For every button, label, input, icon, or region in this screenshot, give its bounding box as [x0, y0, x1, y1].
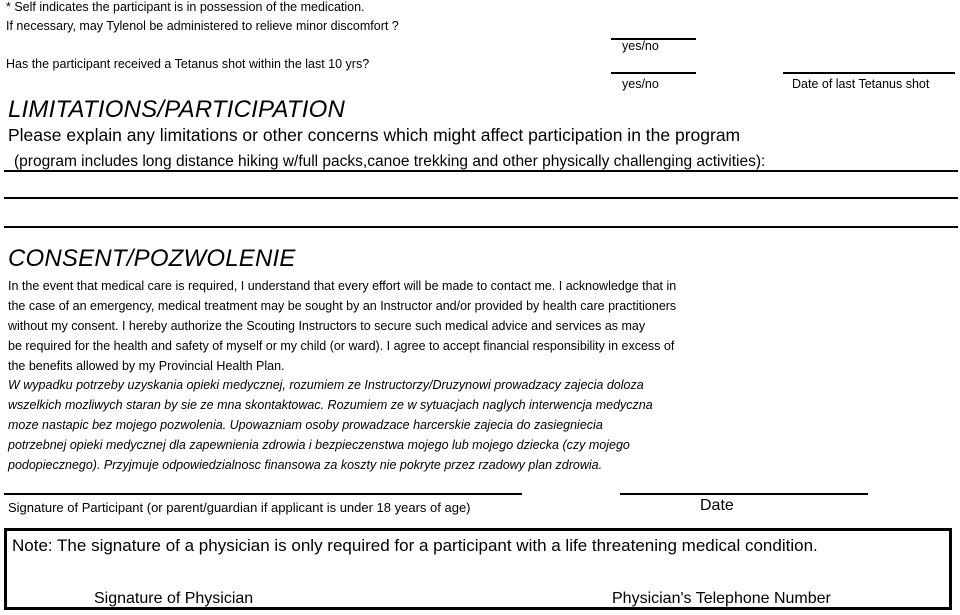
tetanus-date-line[interactable] — [783, 72, 955, 74]
consent-english — [8, 276, 676, 376]
consent-english-line: without my consent. I hereby authorize the Scouting Instructors to secure such medical advice and services as may — [8, 319, 646, 333]
physician-signature-label: Signature of Physician — [94, 590, 254, 607]
participant-date-label: Date — [700, 497, 734, 514]
consent-polish-line: moze nastapic bez mojego pozwolenia. Upowazniam osoby prowadzace harcerskie zajecia do zasiegniecia — [8, 418, 603, 432]
consent-english-line: the case of an emergency, medical treatment may be sought by an Instructor and/or provided by health care practitioners — [8, 299, 677, 313]
physician-note: Note: The signature of a physician is only required for a participant with a life threatening medical condition. — [12, 536, 818, 555]
participant-signature-line[interactable] — [4, 493, 522, 495]
consent-polish-line: wszelkich mozliwych staran by sie ze mna skontaktowac. Rozumiem ze w sytuacjach naglych interwencja medyczna — [8, 398, 653, 412]
consent-polish-line: potrzebnej opieki medycznej dla zapewnienia zdrowia i bezpieczenstwa mojego lub mojego dziecka (czy mojego — [8, 438, 630, 452]
consent-english-line: In the event that medical care is required, I understand that every effort will be made to contact me. I acknowledge that in — [8, 279, 677, 293]
participant-date-line[interactable] — [620, 493, 868, 495]
consent-polish-line: podopiecznego). Przyjmuje odpowiedzialnosc finansowa za koszty nie pokryte przez rzadowy plan zdrowia. — [8, 458, 603, 472]
consent-polish — [8, 375, 653, 475]
limitations-line-3[interactable] — [4, 226, 958, 228]
limitations-line-1[interactable] — [4, 170, 958, 172]
tetanus-answer-line[interactable] — [611, 72, 696, 74]
participant-signature-label: Signature of Participant (or parent/guardian if applicant is under 18 years of age) — [8, 500, 471, 515]
tetanus-yesno-label: yes/no — [622, 77, 659, 91]
physician-phone-label: Physician's Telephone Number — [612, 590, 831, 607]
tylenol-yesno-label: yes/no — [622, 39, 659, 53]
consent-polish-line: W wypadku potrzeby uzyskania opieki medycznej, rozumiem ze Instructorzy/Druzynowi prowadzacy zajecia doloza — [8, 378, 644, 392]
limitations-line-2[interactable] — [4, 197, 958, 199]
tetanus-question: Has the participant received a Tetanus shot within the last 10 yrs? — [6, 57, 370, 71]
consent-english-line: the benefits allowed by my Provincial Health Plan. — [8, 359, 285, 373]
consent-english-line: be required for the health and safety of myself or my child (or ward). I agree to accept financial responsibility in excess of — [8, 339, 675, 353]
limitations-detail: (program includes long distance hiking w/full packs,canoe trekking and other physically challenging activities): — [14, 153, 766, 170]
tetanus-date-label: Date of last Tetanus shot — [792, 77, 930, 91]
limitations-prompt: Please explain any limitations or other concerns which might affect participation in the program — [8, 125, 741, 145]
tylenol-question: If necessary, may Tylenol be administered to relieve minor discomfort ? — [6, 19, 399, 33]
limitations-title: LIMITATIONS/PARTICIPATION — [8, 96, 346, 123]
consent-title: CONSENT/POZWOLENIE — [8, 245, 296, 272]
self-note: * Self indicates the participant is in possession of the medication. — [6, 0, 365, 14]
